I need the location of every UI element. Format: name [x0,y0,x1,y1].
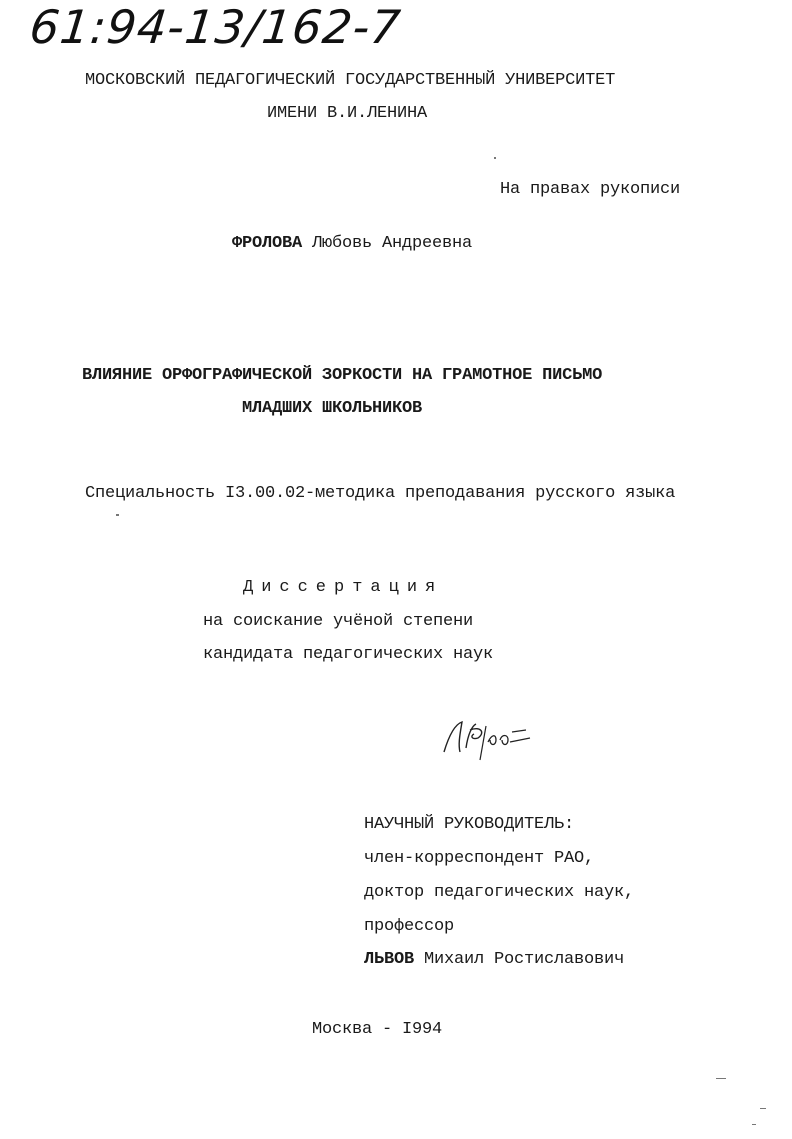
university-name-line1: МОСКОВСКИЙ ПЕДАГОГИЧЕСКИЙ ГОСУДАРСТВЕННЫЙ УНИВЕРСИТЕТ [85,71,616,90]
supervisor-title-line1: член-корреспондент РАО, [364,849,595,868]
scan-speck [494,157,496,159]
supervisor-title-line2: доктор педагогических наук, [364,883,635,902]
manuscript-rights: На правах рукописи [500,180,681,199]
supervisor-given-names: Михаил Ростиславович [424,950,625,969]
scan-speck [116,514,119,516]
supervisor-title-line3: профессор [364,917,455,936]
archive-code-handwritten: 61:94-13/162-7 [27,0,404,54]
scan-speck [760,1108,766,1109]
author-surname: ФРОЛОВА [232,234,303,253]
dissertation-degree-line: на соискание учёной степени [203,612,474,631]
university-name-line2: ИМЕНИ В.И.ЛЕНИНА [267,104,428,123]
supervisor-heading: НАУЧНЫЙ РУКОВОДИТЕЛЬ: [364,815,575,834]
scan-speck [716,1078,726,1079]
place-and-year: Москва - I994 [312,1020,443,1039]
handwritten-signature [440,712,540,762]
supervisor-surname: ЛЬВОВ [364,950,415,969]
author-name [232,234,472,253]
scan-speck [752,1124,756,1125]
thesis-title-line2: МЛАДШИХ ШКОЛЬНИКОВ [242,399,423,418]
specialty: Специальность I3.00.02-методика преподавания русского языка [85,484,676,503]
thesis-title-line1: ВЛИЯНИЕ ОРФОГРАФИЧЕСКОЙ ЗОРКОСТИ НА ГРАМОТНОЕ ПИСЬМО [82,366,603,385]
supervisor-name [364,950,624,969]
dissertation-heading: Диссертация [243,578,444,597]
dissertation-field-line: кандидата педагогических наук [203,645,494,664]
author-given-names: Любовь Андреевна [312,234,473,253]
